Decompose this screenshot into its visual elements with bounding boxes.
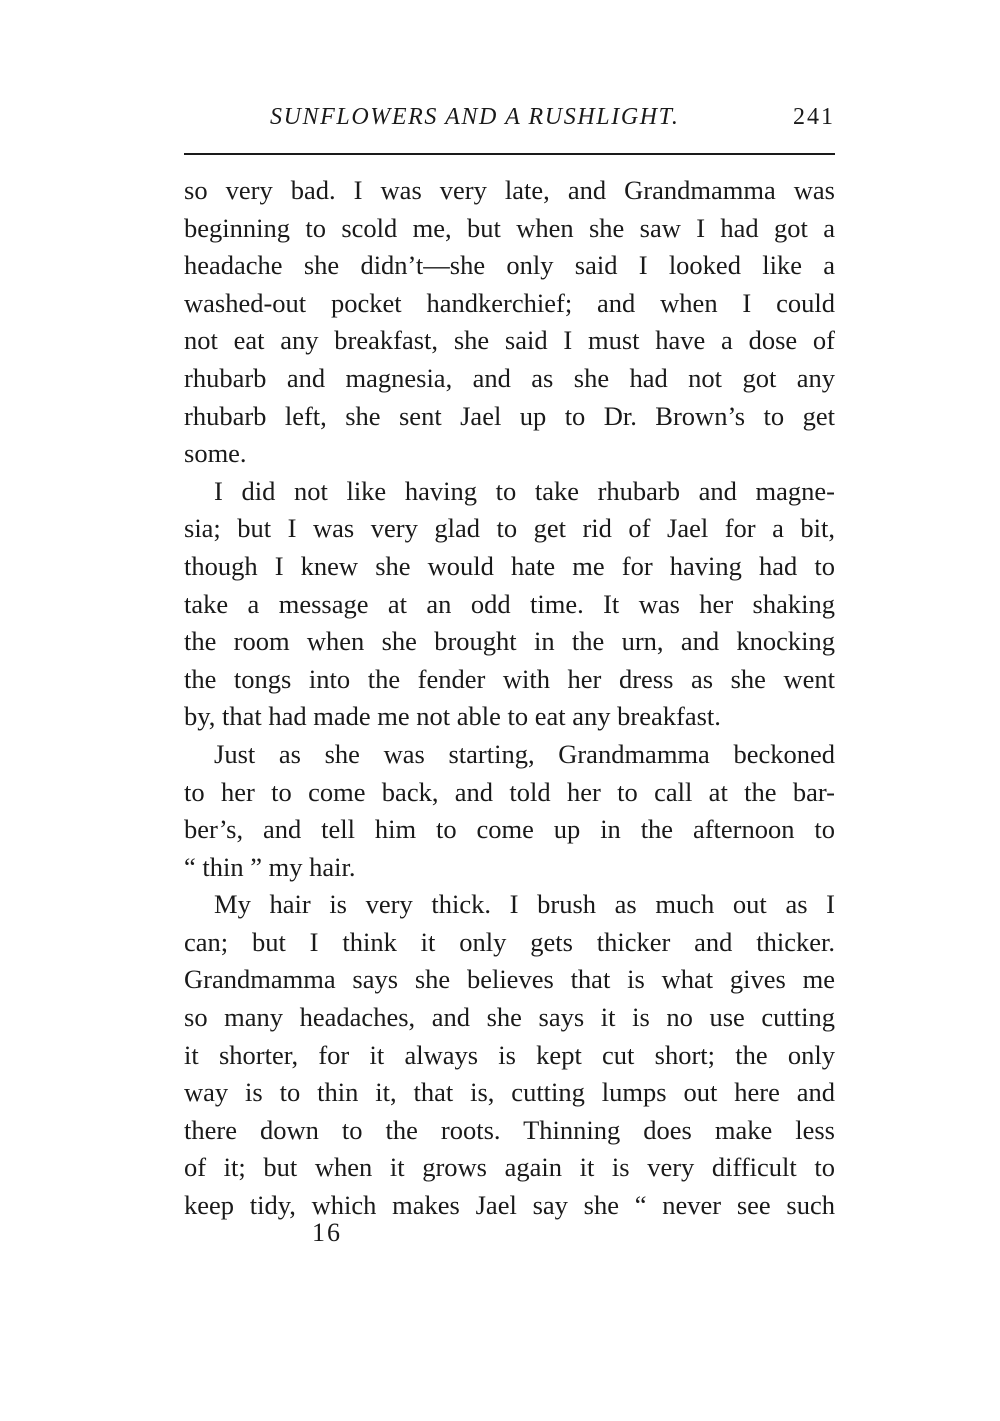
running-head — [184, 100, 835, 136]
text-line: take a message at an odd time. It was her shaking — [184, 588, 835, 619]
page-number: 241 — [793, 104, 835, 130]
text-line: so very bad. I was very late, and Grandmamma was — [184, 175, 835, 205]
text-line: not eat any breakfast, she said I must have a dose of — [184, 325, 835, 356]
text-line: of it; but when it grows again it is very difficult to — [184, 1152, 835, 1183]
text-line: by, that had made me not able to eat any breakfast. — [184, 701, 721, 732]
text-line: rhubarb and magnesia, and as she had not got any — [184, 362, 835, 393]
text-line: rhubarb left, she sent Jael up to Dr. Brown’s to get — [184, 400, 835, 431]
text-line: “ thin ” my hair. — [184, 851, 356, 882]
text-line: there down to the roots. Thinning does make less — [184, 1114, 835, 1145]
text-line: to her to come back, and told her to call at the bar- — [184, 776, 835, 807]
text-line: Grandmamma says she believes that is what gives me — [184, 964, 835, 995]
text-line: way is to thin it, that is, cutting lumps out here and — [184, 1077, 835, 1108]
text-line: it shorter, for it always is kept cut short; the only — [184, 1039, 835, 1070]
text-line: I did not like having to take rhubarb and magne- — [214, 475, 835, 506]
signature-mark: 16 — [312, 1218, 342, 1247]
text-line: headache she didn’t—she only said I looked like a — [184, 250, 835, 281]
text-line: can; but I think it only gets thicker and thicker. — [184, 926, 835, 957]
text-line: My hair is very thick. I brush as much out as I — [214, 889, 835, 920]
running-title: SUNFLOWERS AND A RUSHLIGHT. — [270, 104, 680, 130]
text-line: so many headaches, and she says it is no use cutting — [184, 1002, 835, 1033]
text-line: the room when she brought in the urn, and knocking — [184, 626, 835, 657]
text-line: sia; but I was very glad to get rid of Jael for a bit, — [184, 513, 835, 544]
text-line: beginning to scold me, but when she saw I had got a — [184, 212, 835, 243]
text-line: keep tidy, which makes Jael say she “ never see such — [184, 1190, 835, 1221]
body-text — [184, 172, 835, 1225]
text-line: some. — [184, 438, 247, 469]
text-line: washed-out pocket handkerchief; and when I could — [184, 287, 835, 318]
text-line: though I knew she would hate me for having had to — [184, 550, 835, 581]
header-rule — [184, 153, 835, 155]
text-line: ber’s, and tell him to come up in the afternoon to — [184, 814, 835, 845]
text-line: the tongs into the fender with her dress as she went — [184, 663, 835, 694]
text-line: Just as she was starting, Grandmamma beckoned — [214, 738, 835, 769]
